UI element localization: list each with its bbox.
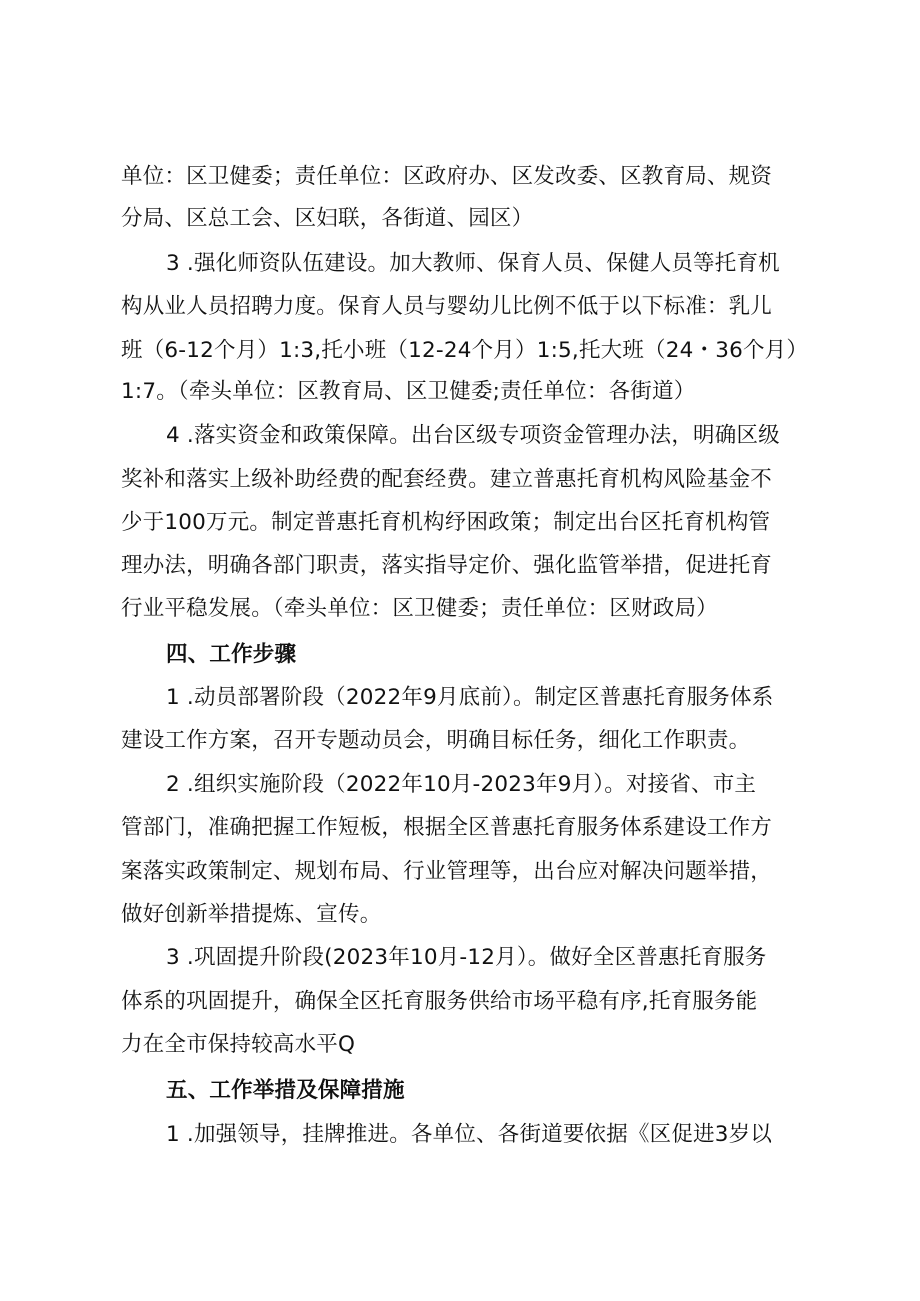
text-line: 体系的巩固提升，确保全区托育服务供给市场平稳有序,托育服务能 (121, 989, 758, 1014)
text-line: 1 .动员部署阶段（2022年9月底前）。制定区普惠托育服务体系 (166, 685, 774, 710)
text-line: 3 .强化师资队伍建设。加大教师、保育人员、保健人员等托育机 (166, 251, 780, 276)
text-line: 单位：区卫健委；责任单位：区政府办、区发改委、区教育局、规资 (121, 164, 773, 189)
text-line: 构从业人员招聘力度。保育人员与婴幼儿比例不低于以下标准：乳儿 (121, 294, 773, 319)
text-line: 1:7。（牵头单位：区教育局、区卫健委;责任单位：各街道） (121, 379, 696, 404)
text-line: 少于100万元。制定普惠托育机构纾困政策；制定出台区托育机构管 (121, 510, 771, 535)
text-line: 1 .加强领导，挂牌推进。各单位、各街道要依据《区促进3岁以 (166, 1122, 773, 1147)
text-line: 奖补和落实上级补助经费的配套经费。建立普惠托育机构风险基金不 (121, 467, 773, 492)
text-line: 案落实政策制定、规划布局、行业管理等，出台应对解决问题举措， (121, 859, 773, 884)
text-line: 行业平稳发展。（牵头单位：区卫健委；责任单位：区财政局） (121, 596, 718, 621)
text-line: 分局、区总工会、区妇联，各街道、园区） (121, 206, 534, 231)
section-heading: 五、工作举措及保障措施 (166, 1078, 405, 1103)
text-line: 做好创新举措提炼、宣传。 (121, 902, 382, 927)
text-line: 4 .落实资金和政策保障。出台区级专项资金管理办法，明确区级 (166, 423, 780, 448)
text-line: 2 .组织实施阶段（2022年10月-2023年9月）。对接省、市主 (166, 772, 757, 797)
text-line: 管部门，准确把握工作短板，根据全区普惠托育服务体系建设工作方 (121, 815, 773, 840)
text-line: 建设工作方案，召开专题动员会，明确目标任务，细化工作职责。 (121, 728, 751, 753)
text-line: 班（6-12个月）1:3,托小班（12-24个月）1:5,托大班（24・36个月） (121, 338, 809, 363)
text-line: 3 .巩固提升阶段(2023年10月-12月）。做好全区普惠托育服务 (166, 945, 767, 970)
text-line: 理办法，明确各部门职责，落实指导定价、强化监管举措，促进托育 (121, 553, 773, 578)
section-heading: 四、工作步骤 (166, 642, 297, 667)
text-line: 力在全市保持较高水平Q (121, 1032, 356, 1057)
